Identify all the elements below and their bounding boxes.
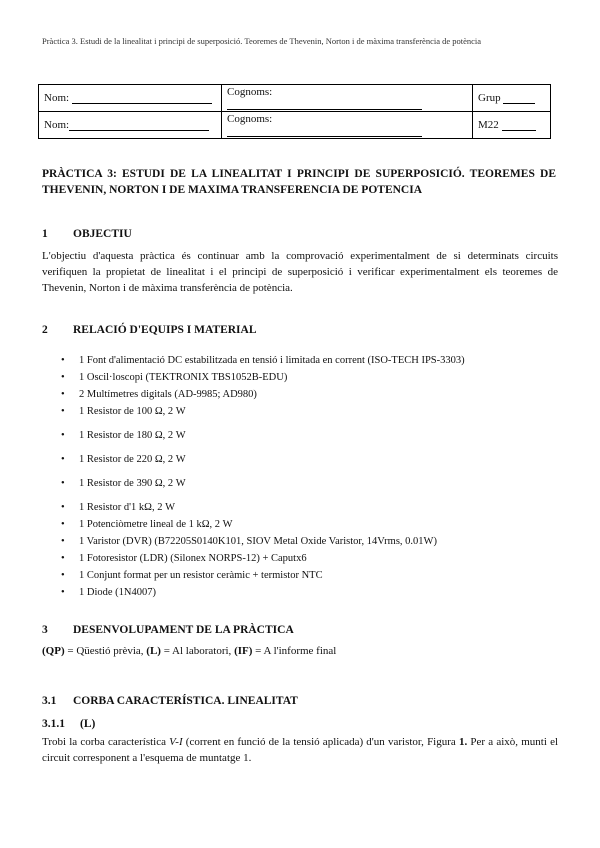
objective-paragraph: L'objectiu d'aquesta pràctica és continuar amb la comprovació experimentalment de si determinats circuits verifiquen la propietat de linealitat i el principi de superposició i verificar experimentalment els teoremes de Thevenin, Norton i de màxima transferència de potència. — [42, 250, 558, 294]
cognoms-label: Cognoms: — [227, 113, 273, 125]
grup-field[interactable] — [503, 92, 535, 104]
section-2-heading — [42, 324, 257, 336]
section-number: 3.1.1 — [42, 718, 65, 730]
cognoms-label: Cognoms: — [227, 86, 273, 98]
section-3-heading — [42, 624, 294, 636]
nom-field-2[interactable] — [69, 119, 209, 131]
list-item: • 1 Diode (1N4007) — [42, 584, 465, 601]
nom-cell-2 — [39, 112, 222, 139]
notation-legend — [42, 645, 336, 657]
section-1-heading — [42, 228, 132, 240]
legend-qp-code: (QP) — [42, 645, 65, 657]
student-names-table — [38, 84, 551, 139]
vi-italic: V-I — [169, 736, 183, 748]
legend-qp-text: = Qüestió prèvia, — [67, 645, 144, 657]
section-title: RELACIÓ D'EQUIPS I MATERIAL — [73, 324, 257, 336]
list-item: • 1 Resistor de 390 Ω, 2 W — [42, 475, 465, 499]
nom-label: Nom: — [44, 119, 70, 131]
list-item: • 1 Resistor d'1 kΩ, 2 W — [42, 499, 465, 516]
list-item: • 1 Conjunt format per un resistor ceràmic + termistor NTC — [42, 567, 465, 584]
section-number: 3 — [42, 624, 48, 636]
names-row-2 — [39, 112, 551, 139]
cognoms-cell-1 — [222, 85, 473, 112]
names-row-1 — [39, 85, 551, 112]
list-item: • 2 Multímetres digitals (AD-9985; AD980) — [42, 386, 465, 403]
section-title: DESENVOLUPAMENT DE LA PRÀCTICA — [73, 624, 294, 636]
legend-l-text: = Al laboratori, — [163, 645, 232, 657]
cognoms-field-2[interactable] — [227, 125, 422, 137]
list-item: • 1 Varistor (DVR) (B72205S0140K101, SIOV Metal Oxide Varistor, 14Vrms, 0.01W) — [42, 533, 465, 550]
document-title: PRÀCTICA 3: ESTUDI DE LA LINEALITAT I PRINCIPI DE SUPERPOSICIÓ. TEOREMES DE THEVENIN, NORTON I DE MAXIMA TRANSFERENCIA DE POTENCIA — [42, 168, 556, 196]
cognoms-cell-2 — [222, 112, 473, 139]
legend-if-code: (IF) — [234, 645, 253, 657]
list-item: • 1 Resistor de 180 Ω, 2 W — [42, 427, 465, 451]
legend-l-code: (L) — [146, 645, 161, 657]
cognoms-field-1[interactable] — [227, 98, 422, 110]
paragraph-text: (corrent en funció de la tensió aplicada) d'un varistor, Figura — [182, 736, 459, 748]
running-header: Pràctica 3. Estudi de la linealitat i principi de superposició. Teoremes de Thevenin, Norton i de màxima transferència de potència — [42, 36, 482, 46]
section-tag: (L) — [80, 718, 96, 730]
section-title: CORBA CARACTERÍSTICA. LINEALITAT — [73, 695, 298, 707]
list-item: • 1 Font d'alimentació DC estabilitzada en tensió i limitada en corrent (ISO-TECH IPS-3303) — [42, 352, 465, 369]
nom-label: Nom: — [44, 92, 70, 104]
grup-cell — [473, 85, 551, 112]
figure-ref: 1. — [458, 736, 468, 748]
section-number: 3.1 — [42, 695, 57, 707]
list-item: • 1 Oscil·loscopi (TEKTRONIX TBS1052B-EDU) — [42, 369, 465, 386]
group-value: M22 — [478, 119, 499, 131]
nom-field-1[interactable] — [72, 92, 212, 104]
grup-label: Grup — [478, 92, 501, 104]
section-3-1-heading — [42, 695, 298, 707]
section-title: OBJECTIU — [73, 228, 132, 240]
legend-if-text: = A l'informe final — [255, 645, 337, 657]
list-item: • 1 Potenciòmetre lineal de 1 kΩ, 2 W — [42, 516, 465, 533]
varistor-paragraph — [42, 734, 558, 766]
section-number: 1 — [42, 228, 48, 240]
list-item: • 1 Fotoresistor (LDR) (Silonex NORPS-12) + Caputx6 — [42, 550, 465, 567]
nom-cell-1 — [39, 85, 222, 112]
list-item: • 1 Resistor de 220 Ω, 2 W — [42, 451, 465, 475]
section-3-1-1-heading — [42, 718, 95, 730]
group-value-field[interactable] — [502, 119, 536, 131]
materials-list — [42, 352, 465, 601]
paragraph-text: Trobi la corba característica — [42, 736, 170, 748]
section-number: 2 — [42, 324, 48, 336]
paragraph-text: Per a això, munti el circuit corresponent a l'esquema de muntatge 1. — [42, 736, 559, 764]
group-value-cell — [473, 112, 551, 139]
list-item: • 1 Resistor de 100 Ω, 2 W — [42, 403, 465, 427]
